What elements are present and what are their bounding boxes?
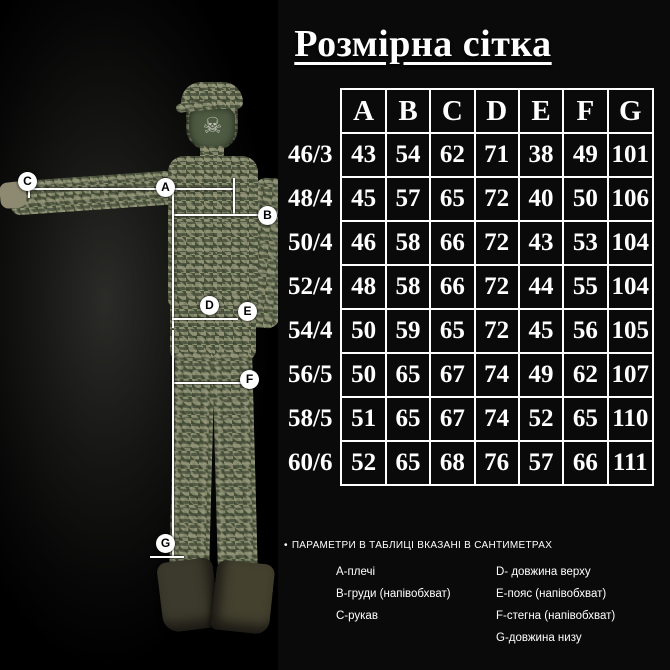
table-row [272, 309, 653, 353]
cell-d: 72 [475, 177, 519, 221]
cell-c: 66 [430, 221, 474, 265]
cell-e: 44 [519, 265, 563, 309]
measure-line-f [172, 382, 242, 384]
cell-a: 51 [341, 397, 385, 441]
cell-d: 72 [475, 265, 519, 309]
cell-b: 65 [386, 353, 430, 397]
measure-line-g [172, 330, 174, 556]
size-table [272, 88, 654, 486]
cell-c: 66 [430, 265, 474, 309]
left-leg [169, 352, 215, 573]
cell-e: 40 [519, 177, 563, 221]
column-header-a: A [341, 89, 385, 133]
page-title: Розмірна сітка [294, 23, 552, 65]
row-header-size: 46/3 [272, 133, 341, 177]
cell-f: 53 [563, 221, 607, 265]
cell-a: 45 [341, 177, 385, 221]
measure-line-a [172, 188, 234, 190]
column-header-c: C [430, 89, 474, 133]
legend-spacer [336, 632, 496, 644]
table-row [272, 397, 653, 441]
mannequin-illustration [0, 0, 278, 670]
cell-b: 57 [386, 177, 430, 221]
cell-g: 106 [608, 177, 653, 221]
table-row [272, 265, 653, 309]
cell-e: 45 [519, 309, 563, 353]
cell-d: 72 [475, 309, 519, 353]
cell-g: 105 [608, 309, 653, 353]
cell-g: 107 [608, 353, 653, 397]
skull-icon: ☠ [202, 113, 222, 138]
bullet-icon: • [284, 540, 288, 551]
cell-g: 110 [608, 397, 653, 441]
cell-d: 74 [475, 397, 519, 441]
mark-d: D [200, 296, 219, 315]
row-header-size: 56/5 [272, 353, 341, 397]
mark-b: B [258, 206, 277, 225]
legend-item-f: F-стегна (напівобхват) [496, 610, 616, 622]
legend-item-d: D- довжина верху [496, 566, 591, 578]
measure-line-d [172, 188, 174, 328]
cell-g: 101 [608, 133, 653, 177]
row-header-size: 52/4 [272, 265, 341, 309]
cell-f: 56 [563, 309, 607, 353]
legend-item-g: G-довжина низу [496, 632, 582, 644]
cell-f: 62 [563, 353, 607, 397]
units-note-text: ПАРАМЕТРИ В ТАБЛИЦІ ВКАЗАНІ В САНТИМЕТРАХ [291, 540, 553, 551]
table-header-row [272, 89, 653, 133]
cell-f: 55 [563, 265, 607, 309]
cell-e: 52 [519, 397, 563, 441]
row-header-size: 48/4 [272, 177, 341, 221]
cell-c: 67 [430, 353, 474, 397]
cell-b: 59 [386, 309, 430, 353]
cell-d: 74 [475, 353, 519, 397]
torso [168, 156, 258, 306]
row-header-size: 54/4 [272, 309, 341, 353]
row-header-size: 58/5 [272, 397, 341, 441]
column-header-b: B [386, 89, 430, 133]
cell-g: 104 [608, 221, 653, 265]
column-header-g: G [608, 89, 653, 133]
cell-a: 46 [341, 221, 385, 265]
table-corner-cell [272, 89, 341, 133]
measure-tick-a-end [233, 178, 235, 214]
cell-e: 49 [519, 353, 563, 397]
cell-f: 66 [563, 441, 607, 485]
cell-f: 65 [563, 397, 607, 441]
table-row [272, 133, 653, 177]
cell-b: 58 [386, 265, 430, 309]
legend-item-a: A-плечі [336, 566, 375, 578]
legend-item-e: E-пояс (напівобхват) [496, 588, 607, 600]
table-row [272, 441, 653, 485]
cell-e: 38 [519, 133, 563, 177]
cell-e: 57 [519, 441, 563, 485]
measure-line-c [28, 188, 158, 190]
cell-a: 50 [341, 309, 385, 353]
cell-c: 67 [430, 397, 474, 441]
cell-g: 104 [608, 265, 653, 309]
table-row [272, 353, 653, 397]
mark-e: E [238, 302, 257, 321]
column-header-d: D [475, 89, 519, 133]
cell-a: 52 [341, 441, 385, 485]
row-header-size: 60/6 [272, 441, 341, 485]
mark-c: C [18, 172, 37, 191]
right-boot [211, 559, 276, 635]
column-header-e: E [519, 89, 563, 133]
cell-d: 76 [475, 441, 519, 485]
cell-a: 43 [341, 133, 385, 177]
cell-b: 65 [386, 397, 430, 441]
mark-g: G [156, 534, 175, 553]
cell-f: 50 [563, 177, 607, 221]
cell-g: 111 [608, 441, 653, 485]
column-header-f: F [563, 89, 607, 133]
cell-c: 62 [430, 133, 474, 177]
cell-c: 65 [430, 177, 474, 221]
table-row [272, 177, 653, 221]
cell-d: 71 [475, 133, 519, 177]
measure-tick-g-end [150, 556, 184, 558]
cell-b: 58 [386, 221, 430, 265]
cell-a: 50 [341, 353, 385, 397]
units-note [284, 540, 552, 551]
mark-a: A [156, 178, 175, 197]
cell-c: 65 [430, 309, 474, 353]
cell-c: 68 [430, 441, 474, 485]
measure-line-b [172, 214, 258, 216]
cell-e: 43 [519, 221, 563, 265]
legend-item-c: C-рукав [336, 610, 378, 622]
cell-d: 72 [475, 221, 519, 265]
cell-b: 54 [386, 133, 430, 177]
legend-item-b: B-груди (напівобхват) [336, 588, 451, 600]
table-row [272, 221, 653, 265]
measurement-legend [336, 566, 656, 644]
cell-b: 65 [386, 441, 430, 485]
measure-line-e [172, 318, 238, 320]
cell-a: 48 [341, 265, 385, 309]
row-header-size: 50/4 [272, 221, 341, 265]
mark-f: F [240, 370, 259, 389]
cell-f: 49 [563, 133, 607, 177]
